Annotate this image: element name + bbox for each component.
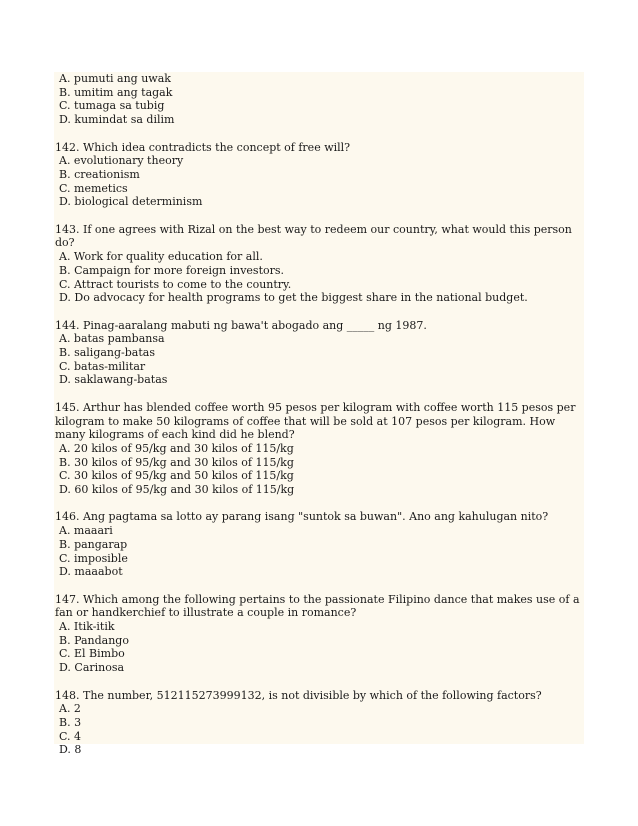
option-b: B. Campaign for more foreign investors. — [59, 263, 285, 277]
option-a: A. Itik-itik — [59, 620, 115, 634]
option-a: A. 2 — [59, 702, 81, 716]
question-text: 145. Arthur has blended coffee worth 95 pesos per kilogram with coffee worth 115 pesos per kilogram to make 50 kilograms of coffee that will be sold at 107 pesos per kilogram. How many kilograms of each kind did he blend? — [55, 400, 576, 442]
option-c: C. imposible — [59, 551, 128, 565]
question-block-142 — [54, 141, 584, 210]
option-b: B. 30 kilos of 95/kg and 30 kilos of 115/kg — [59, 455, 294, 469]
question-block-145 — [54, 401, 584, 497]
option-c: C. tumaga sa tubig — [59, 99, 165, 113]
option-d: D. 8 — [59, 743, 82, 757]
option-b: B. Pandango — [59, 633, 129, 647]
option-a: A. evolutionary theory — [59, 154, 184, 168]
question-text: 144. Pinag-aaralang mabuti ng bawa't abogado ang _____ ng 1987. — [55, 318, 427, 332]
question-text: 148. The number, 512115273999132, is not divisible by which of the following factors? — [55, 688, 542, 702]
option-c: C. 4 — [59, 729, 82, 743]
option-b: B. umitim ang tagak — [59, 85, 173, 99]
option-d: D. biological determinism — [59, 195, 203, 209]
option-b: B. pangarap — [59, 537, 128, 551]
option-c: C. batas-militar — [59, 359, 146, 373]
option-d: D. kumindat sa dilim — [59, 113, 175, 127]
option-d: D. 60 kilos of 95/kg and 30 kilos of 115/kg — [59, 483, 295, 497]
option-b: B. creationism — [59, 167, 140, 181]
option-a: A. Work for quality education for all. — [59, 250, 263, 264]
option-c: C. Attract tourists to come to the country. — [59, 277, 292, 291]
option-c: C. memetics — [59, 181, 128, 195]
question-text: 142. Which idea contradicts the concept of free will? — [55, 140, 351, 154]
question-block-143 — [54, 223, 584, 305]
question-text: 147. Which among the following pertains to the passionate Filipino dance that makes use of a fan or handkerchief to illustrate a couple in romance? — [55, 592, 580, 620]
question-block-147 — [54, 593, 584, 675]
option-b: B. saligang-batas — [59, 346, 155, 360]
question-block-146 — [54, 510, 584, 579]
question-text: 146. Ang pagtama sa lotto ay parang isang "suntok sa buwan". Ano ang kahulugan nito? — [55, 510, 549, 524]
question-block-144 — [54, 319, 584, 388]
option-a: A. 20 kilos of 95/kg and 30 kilos of 115/kg — [59, 441, 294, 455]
option-a: A. maaari — [59, 524, 113, 538]
option-d: D. saklawang-batas — [59, 373, 168, 387]
question-block-148 — [54, 689, 584, 758]
option-d: D. maaabot — [59, 565, 123, 579]
option-b: B. 3 — [59, 715, 82, 729]
question-text: 143. If one agrees with Rizal on the best way to redeem our country, what would this person do? — [55, 222, 572, 250]
option-c: C. 30 kilos of 95/kg and 50 kilos of 115/kg — [59, 469, 294, 483]
option-d: D. Do advocacy for health programs to get the biggest share in the national budget. — [59, 291, 528, 305]
option-d: D. Carinosa — [59, 661, 125, 675]
option-c: C. El Bimbo — [59, 647, 125, 661]
document-page — [54, 72, 584, 757]
option-a: A. pumuti ang uwak — [59, 72, 171, 85]
question-block-141 — [54, 72, 584, 127]
option-a: A. batas pambansa — [59, 332, 165, 346]
